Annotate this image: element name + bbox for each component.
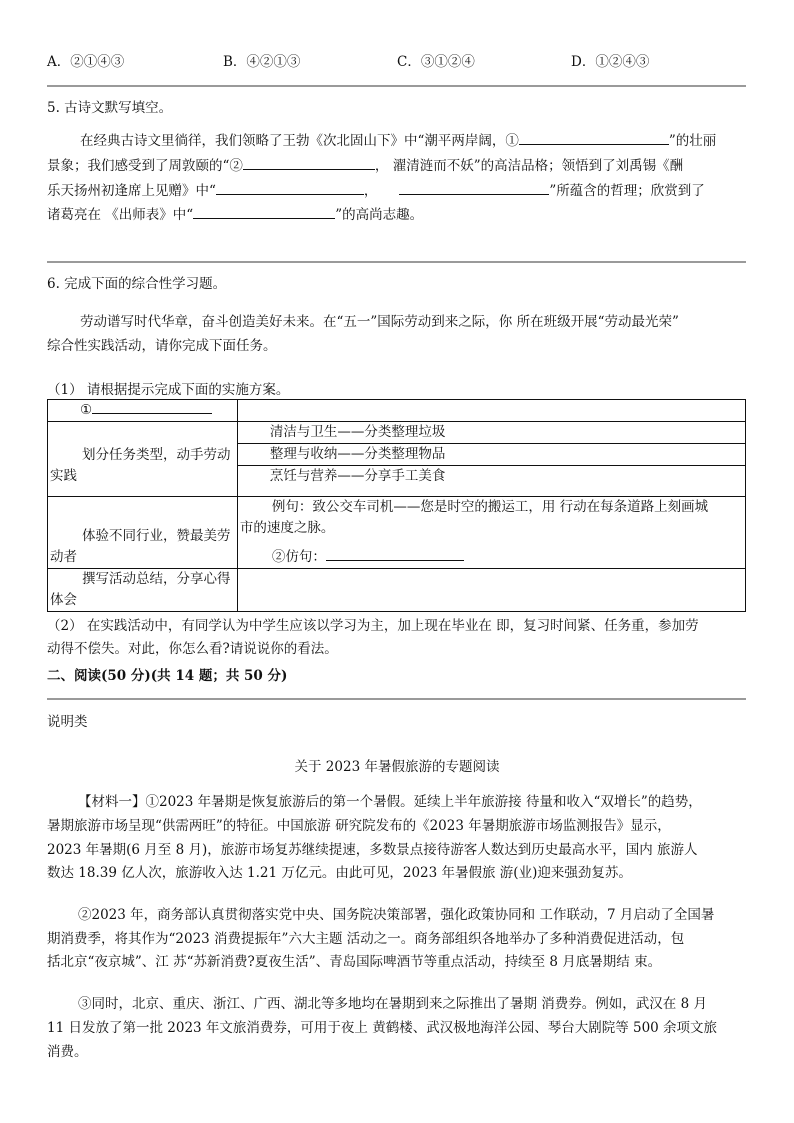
option-label: B．: [223, 54, 247, 70]
answer-blank[interactable]: [216, 180, 364, 195]
cell-text: 实践: [50, 468, 77, 484]
table-cell: [48, 569, 238, 612]
cell-text: 体会: [50, 592, 77, 608]
q5-line-2: [47, 155, 683, 177]
section-heading-reading: 二、阅读(50 分)(共 14 题；共 50 分): [47, 668, 288, 684]
table-cell: [48, 497, 238, 569]
material-1-line-2: 暑期旅游市场呈现“供需两旺”的特征。中国旅游 研究院发布的《2023 年暑期旅游市场监测报告》显示，: [47, 818, 671, 834]
divider: [47, 261, 746, 263]
material-1-line-1: 【材料一】①2023 年暑期是恢复旅游后的第一个暑假。延续上半年旅游接 待量和收入“双增长”的趋势，: [78, 794, 702, 810]
option-value: ①②④③: [595, 54, 650, 70]
q5-text: ， 濯清涟而不妖”的高洁品格；领悟到了刘禹锡《酬: [374, 158, 684, 174]
table-cell[interactable]: [237, 400, 745, 422]
divider: [47, 85, 746, 87]
q5-text: 诸葛亮在 《出师表》中“: [47, 207, 194, 223]
q5-text: ”的高尚志趣。: [335, 207, 424, 223]
reading-title: 关于 2023 年暑假旅游的专题阅读: [294, 759, 500, 775]
table-cell: [237, 497, 745, 569]
q5-line-4: [47, 204, 423, 226]
answer-blank[interactable]: [326, 546, 464, 561]
table-cell: 清洁与卫生——分类整理垃圾: [237, 422, 745, 444]
option-label: D．: [571, 54, 596, 70]
q4-option-d: [571, 50, 649, 70]
example-line: 例句：致公交车司机——您是时空的搬运工，用 行动在每条道路上刻画城: [271, 499, 709, 515]
q4-option-c: [397, 50, 475, 70]
q6-subquestion-2-line-2: 动得不偿失。对此，你怎么看?请说说你的看法。: [47, 641, 338, 657]
category-label: 说明类: [47, 714, 88, 730]
q4-option-b: [223, 50, 300, 70]
paragraph-2-line-2: 期消费季，将其作为“2023 消费提振年”六大主题 活动之一。商务部组织各地举办了多种消费促进活动，包: [47, 931, 685, 947]
table-row: [48, 569, 746, 612]
table-row: [48, 422, 746, 444]
q5-line-1: [80, 130, 716, 152]
option-value: ②①④③: [70, 54, 125, 70]
answer-blank[interactable]: [92, 400, 212, 414]
q4-option-a: [47, 50, 124, 70]
option-label: A．: [47, 54, 71, 70]
q5-text: ”所蕴含的哲理；欣赏到了: [549, 183, 705, 199]
cell-text: 撰写活动总结，分享心得: [82, 571, 231, 587]
q5-heading: 5. 古诗文默写填空。: [47, 100, 173, 116]
material-1-line-3: 2023 年暑期(6 月至 8 月)，旅游市场复苏继续提速，多数景点接待游客人数达到历史最高水平，国内 旅游人: [47, 842, 698, 858]
paragraph-2-line-1: ②2023 年，商务部认真贯彻落实党中央、国务院决策部署，强化政策协同和 工作联动，7 月启动了全国暑: [78, 907, 715, 923]
table-row: [48, 497, 746, 569]
answer-blank[interactable]: [193, 204, 335, 219]
table-cell: [48, 400, 238, 422]
q6-subquestion-2-line-1: （2） 在实践活动中，有同学认为中学生应该以学习为主，加上现在毕业在 即，复习时间紧、任务重，参加劳: [47, 618, 699, 634]
q5-text: ，: [363, 183, 378, 199]
answer-blank[interactable]: [243, 155, 375, 170]
q5-line-3: [47, 180, 705, 202]
table-cell: 整理与收纳——分类整理物品: [237, 444, 745, 466]
paragraph-2-line-3: 括北京“夜京城”、江 苏“苏新消费?夏夜生活”、青岛国际啤酒节等重点活动，持续至 8 月底暑期结 束。: [47, 954, 662, 970]
cell-label: ①: [80, 402, 93, 418]
material-1-line-4: 数达 18.39 亿人次，旅游收入达 1.21 万亿元。由此可见，2023 年暑假旅 游(业)迎来强劲复苏。: [47, 865, 632, 881]
q5-text: 景象；我们感受到了周敦颐的“②: [47, 158, 243, 174]
q5-text: 乐天扬州初逢席上见赠》中“: [47, 183, 216, 199]
q6-heading: 6. 完成下面的综合性学习题。: [47, 276, 227, 292]
table-cell: 烹饪与营养——分享手工美食: [237, 466, 745, 497]
implementation-plan-table: [47, 399, 746, 612]
paragraph-3-line-3: 消费。: [47, 1044, 88, 1060]
imitate-label: ②仿句：: [271, 549, 326, 565]
table-row: [48, 400, 746, 422]
answer-blank[interactable]: [519, 130, 669, 145]
option-label: C．: [397, 54, 421, 70]
cell-text: 体验不同行业，赞最美劳: [82, 528, 231, 544]
option-value: ④②①③: [246, 54, 301, 70]
imitate-line: [240, 546, 743, 568]
q5-text: 在经典古诗文里徜徉，我们领略了王勃《次北固山下》中“潮平两岸阔，①: [80, 133, 519, 149]
table-cell[interactable]: [237, 569, 745, 612]
paragraph-3-line-2: 11 日发放了第一批 2023 年文旅消费券，可用于夜上 黄鹤楼、武汉极地海洋公园、琴台大剧院等 500 余项文旅: [47, 1020, 718, 1036]
table-cell: [48, 422, 238, 497]
q6-paragraph-line-2: 综合性实践活动，请你完成下面任务。: [47, 338, 277, 354]
divider: [47, 698, 746, 700]
example-line: 市的速度之脉。: [239, 520, 335, 536]
paragraph-3-line-1: ③同时，北京、重庆、浙江、广西、湖北等多地均在暑期到来之际推出了暑期 消费券。例如，武汉在 8 月: [78, 996, 707, 1012]
q6-subquestion-1: （1） 请根据提示完成下面的实施方案。: [47, 382, 290, 398]
option-value: ③①②④: [420, 54, 475, 70]
cell-text: 划分任务类型，动手劳动: [82, 447, 231, 463]
answer-blank[interactable]: [399, 180, 549, 195]
cell-text: 动者: [50, 549, 77, 565]
q6-paragraph-line-1: 劳动谱写时代华章，奋斗创造美好未来。在“五一”国际劳动到来之际，你 所在班级开展“劳动最光荣”: [80, 314, 679, 330]
q5-text: ”的壮丽: [668, 133, 717, 149]
